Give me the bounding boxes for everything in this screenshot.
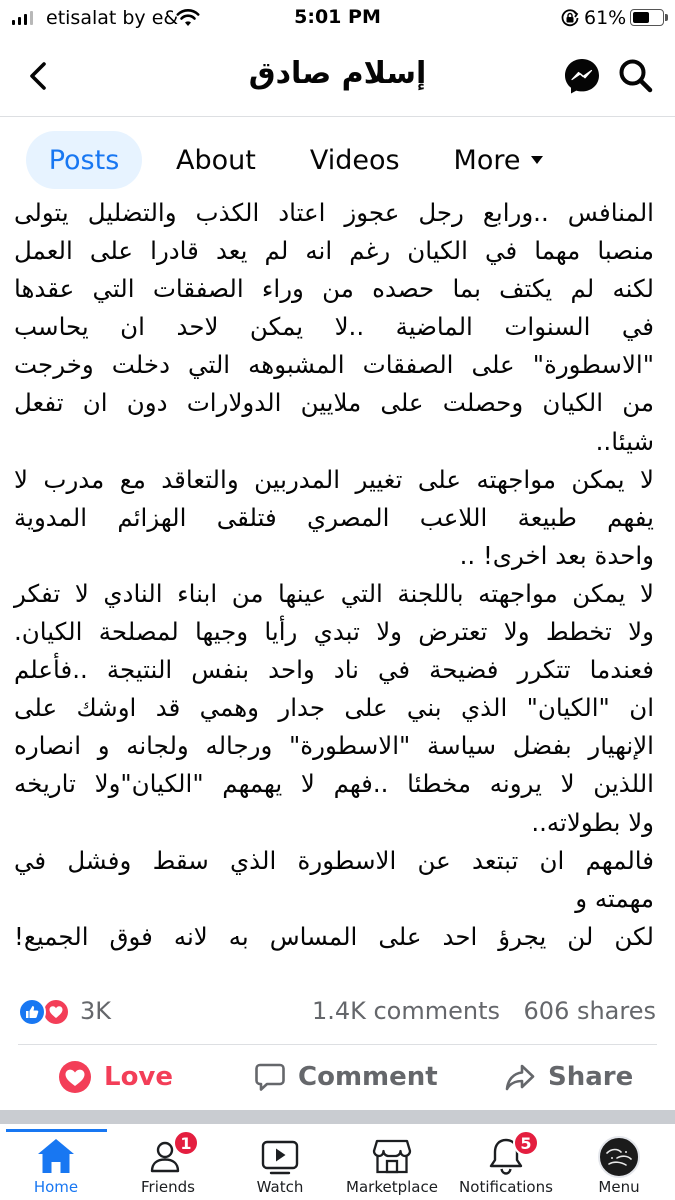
post-line: لا يمكن مواجهته باللجنة التي عينها من ابناء النادي لا تفكر	[14, 578, 654, 608]
search-icon	[616, 56, 656, 96]
tab-more[interactable]	[454, 131, 545, 189]
caret-down-icon	[530, 155, 544, 165]
search-button[interactable]	[616, 56, 656, 96]
page-title: إسلام صادق	[248, 56, 427, 91]
nav-marketplace[interactable]	[337, 1134, 447, 1200]
profile-tabs	[26, 130, 544, 190]
rotation-lock-icon	[560, 8, 580, 32]
post-line: الإنهيار بفضل سياسة "الاسطورة" ورجاله ولجانه و انصاره	[14, 731, 654, 761]
nav-home[interactable]	[1, 1134, 111, 1200]
watch-icon	[259, 1136, 301, 1176]
post-line: يفهم طبيعة اللاعب المصري فتلقى الهزائم المدوية	[14, 502, 654, 532]
post-line: لكن لن يجرؤ احد على المساس به لانه فوق الجميع!	[14, 921, 654, 951]
post-line: فعندما تتكرر فضيحة في ناد واحد بنفس النتيجة ..فأعلم	[14, 655, 654, 685]
share-label: Share	[548, 1062, 634, 1092]
comment-label: Comment	[298, 1062, 438, 1092]
tab-about[interactable]	[176, 131, 256, 189]
carrier-name: etisalat by e&	[46, 7, 179, 29]
post-line: منصبا مهما في الكيان رغم انه لم يعد قادرا على العمل	[14, 236, 654, 266]
love-icon	[58, 1060, 92, 1094]
love-button[interactable]	[58, 1046, 173, 1108]
messenger-icon	[562, 56, 602, 96]
nav-watch[interactable]	[225, 1134, 335, 1200]
tab-videos-label: Videos	[309, 144, 400, 176]
marketplace-icon	[371, 1136, 413, 1176]
status-bar	[0, 0, 675, 36]
post-line: في السنوات الماضية ..لا يمكن لاحد ان يحاسب	[14, 312, 654, 342]
chevron-left-icon	[27, 61, 49, 91]
tab-posts[interactable]	[26, 131, 142, 189]
nav-friends-label: Friends	[141, 1178, 195, 1196]
nav-home-label: Home	[33, 1178, 79, 1196]
post-body	[14, 194, 654, 956]
battery-icon	[630, 9, 664, 26]
home-icon	[35, 1136, 77, 1176]
reaction-icons	[18, 996, 74, 1028]
post-line: شيئا..	[595, 426, 654, 456]
nav-notifications[interactable]	[451, 1134, 561, 1200]
post-line: "الاسطورة" على الصفقات المشبوهه التي دخلت وخرجت	[14, 350, 654, 380]
nav-friends[interactable]	[113, 1134, 223, 1200]
nav-menu-label: Menu	[598, 1178, 640, 1196]
comments-count[interactable]: 1.4K comments	[311, 997, 500, 1025]
tab-about-label: About	[176, 144, 256, 176]
post-line: المنافس ..ورابع رجل عجوز اعتاد الكذب والتضليل يتولى	[14, 198, 654, 227]
love-label: Love	[104, 1062, 174, 1092]
shares-count[interactable]: 606 shares	[523, 997, 656, 1025]
friends-badge: 1	[173, 1130, 199, 1156]
nav-watch-label: Watch	[256, 1178, 304, 1196]
comment-icon	[254, 1061, 286, 1093]
bottom-navigation	[0, 1124, 675, 1200]
nav-notifications-label: Notifications	[459, 1178, 553, 1196]
page-header	[0, 36, 675, 116]
post-actions	[0, 1046, 675, 1108]
header-divider	[0, 116, 675, 117]
post-line: واحدة بعد اخرى! ..	[459, 540, 654, 570]
back-button[interactable]	[18, 56, 58, 96]
feed-separator	[0, 1110, 675, 1124]
post-line: ولا بطولاته..	[531, 807, 654, 837]
post-line: فالمهم ان تبتعد عن الاسطورة الذي سقط وفشل في	[14, 845, 654, 875]
nav-marketplace-label: Marketplace	[346, 1178, 438, 1196]
active-tab-indicator	[6, 1129, 107, 1132]
reactions-divider	[18, 1044, 657, 1045]
clock: 5:01 PM	[294, 6, 381, 28]
post-line: لا يمكن مواجهته على تغيير المدربين والتعاقد مع مدرب لا	[14, 464, 654, 494]
tab-videos[interactable]	[310, 131, 400, 189]
share-icon	[504, 1061, 536, 1093]
notifications-badge: 5	[513, 1130, 539, 1156]
messenger-button[interactable]	[562, 56, 602, 96]
post-line: مهمته و	[575, 883, 654, 913]
comment-button[interactable]	[254, 1046, 438, 1108]
tab-posts-label: Posts	[48, 144, 120, 176]
post-line: لكنه لم يكتف بما حصده من وراء الصفقات التي عقدها	[14, 274, 654, 304]
love-reaction-icon	[42, 998, 70, 1026]
tab-more-label: More	[453, 144, 521, 176]
post-line: ولا تخطط ولا تعترض ولا تبدي رأيا وجيها لمصلحة الكيان.	[14, 617, 654, 647]
nav-menu[interactable]	[564, 1134, 674, 1200]
post-line: ان "الكيان" الذي بني على جدار وهمي قد اوشك على	[14, 693, 654, 723]
reactions-summary[interactable]	[18, 996, 658, 1030]
menu-avatar	[598, 1136, 640, 1178]
battery-percent: 61%	[584, 7, 627, 29]
like-reaction-icon	[18, 998, 46, 1026]
share-button[interactable]	[504, 1046, 633, 1108]
reaction-count[interactable]: 3K	[80, 997, 112, 1025]
post-line: اللذين لا يرونه مخطئا ..فهم لا يهمهم "الكيان"ولا تاريخه	[14, 769, 654, 799]
post-line: من الكيان وحصلت على ملايين الدولارات دون ان تفعل	[14, 388, 654, 418]
